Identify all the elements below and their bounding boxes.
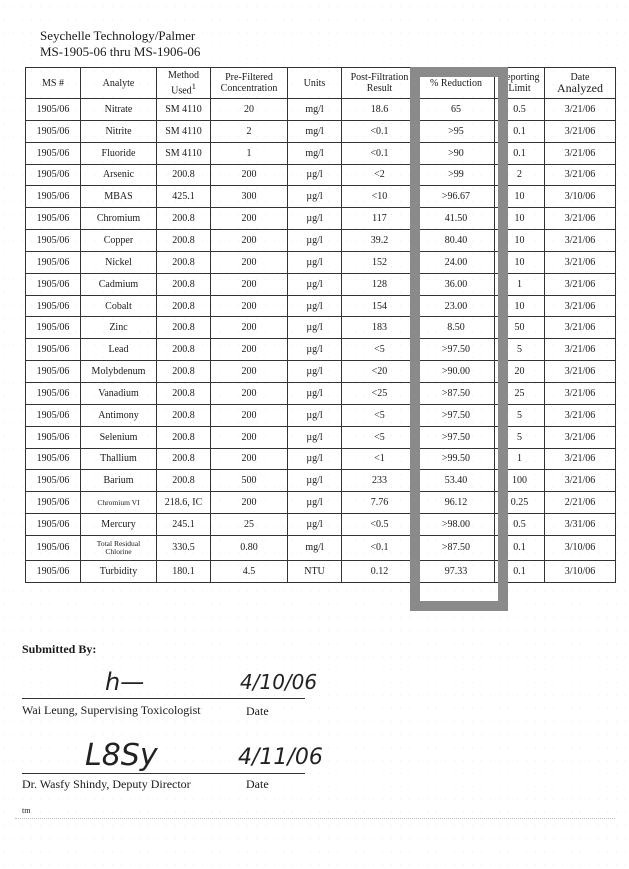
cell-units: µg/l: [288, 361, 342, 383]
cell-ms: 1905/06: [26, 120, 81, 142]
cell-analyte: Molybdenum: [81, 361, 157, 383]
cell-limit: 50: [495, 317, 545, 339]
cell-limit: 100: [495, 470, 545, 492]
col-header-reporting-limit: Reporting Limit: [495, 68, 545, 99]
cell-post: 128: [342, 273, 418, 295]
table-row: [26, 404, 616, 426]
cell-ms: 1905/06: [26, 99, 81, 121]
cell-analyte: Selenium: [81, 426, 157, 448]
cell-units: µg/l: [288, 339, 342, 361]
cell-method: 200.8: [157, 273, 211, 295]
cell-analyte: Lead: [81, 339, 157, 361]
cell-units: µg/l: [288, 514, 342, 536]
cell-ms: 1905/06: [26, 273, 81, 295]
cell-date: 3/21/06: [545, 448, 616, 470]
cell-pre: 200: [211, 273, 288, 295]
cell-analyte: Cobalt: [81, 295, 157, 317]
cell-analyte: Nickel: [81, 251, 157, 273]
cell-method: 200.8: [157, 164, 211, 186]
cell-pre: 200: [211, 251, 288, 273]
cell-analyte: Mercury: [81, 514, 157, 536]
cell-reduction: >99: [418, 164, 495, 186]
cell-units: µg/l: [288, 230, 342, 252]
cell-ms: 1905/06: [26, 230, 81, 252]
cell-date: 3/21/06: [545, 273, 616, 295]
cell-pre: 200: [211, 382, 288, 404]
cell-post: <5: [342, 339, 418, 361]
cell-pre: 200: [211, 448, 288, 470]
cell-pre: 200: [211, 230, 288, 252]
cell-date: 3/21/06: [545, 361, 616, 383]
cell-post: <5: [342, 426, 418, 448]
cell-units: µg/l: [288, 164, 342, 186]
cell-post: <20: [342, 361, 418, 383]
cell-reduction: >97.50: [418, 426, 495, 448]
col-header-date: [545, 68, 616, 99]
cell-reduction: 65: [418, 99, 495, 121]
cell-limit: 10: [495, 208, 545, 230]
cell-date: 3/10/06: [545, 186, 616, 208]
table-row: [26, 470, 616, 492]
cell-reduction: 53.40: [418, 470, 495, 492]
cell-method: SM 4110: [157, 142, 211, 164]
cell-ms: 1905/06: [26, 295, 81, 317]
cell-date: 3/10/06: [545, 535, 616, 560]
cell-post: 39.2: [342, 230, 418, 252]
col-header-ms: MS #: [26, 68, 81, 99]
cell-pre: 200: [211, 208, 288, 230]
cell-method: 200.8: [157, 361, 211, 383]
method-footnote: 1: [191, 81, 196, 91]
signature-2-date-label: Date: [246, 777, 269, 791]
cell-method: 200.8: [157, 317, 211, 339]
cell-date: 3/21/06: [545, 164, 616, 186]
cell-method: 218.6, IC: [157, 492, 211, 514]
table-row: [26, 426, 616, 448]
cell-ms: 1905/06: [26, 251, 81, 273]
col-header-post-filtration: Post-Filtration Result: [342, 68, 418, 99]
cell-method: 245.1: [157, 514, 211, 536]
cell-date: 3/21/06: [545, 470, 616, 492]
results-table: [25, 67, 616, 583]
cell-units: µg/l: [288, 470, 342, 492]
cell-post: 152: [342, 251, 418, 273]
cell-reduction: >96.67: [418, 186, 495, 208]
cell-pre: 200: [211, 164, 288, 186]
cell-post: <25: [342, 382, 418, 404]
cell-ms: 1905/06: [26, 382, 81, 404]
cell-date: 3/21/06: [545, 120, 616, 142]
signature-1: h—: [105, 668, 145, 696]
cell-analyte: Total Residual Chlorine: [81, 535, 157, 560]
cell-units: µg/l: [288, 251, 342, 273]
cell-ms: 1905/06: [26, 404, 81, 426]
cell-limit: 0.1: [495, 120, 545, 142]
cell-reduction: >99.50: [418, 448, 495, 470]
cell-date: 3/21/06: [545, 142, 616, 164]
table-row: [26, 514, 616, 536]
cell-ms: 1905/06: [26, 560, 81, 582]
cell-pre: 2: [211, 120, 288, 142]
cell-limit: 0.25: [495, 492, 545, 514]
cell-analyte: Nitrate: [81, 99, 157, 121]
col-header-reduction: % Reduction: [418, 68, 495, 99]
cell-reduction: 36.00: [418, 273, 495, 295]
cell-reduction: >87.50: [418, 382, 495, 404]
cell-method: 200.8: [157, 448, 211, 470]
cell-pre: 20: [211, 99, 288, 121]
cell-ms: 1905/06: [26, 208, 81, 230]
cell-ms: 1905/06: [26, 448, 81, 470]
cell-post: 233: [342, 470, 418, 492]
table-row: [26, 295, 616, 317]
col-header-analyte: Analyte: [81, 68, 157, 99]
cell-analyte: Barium: [81, 470, 157, 492]
cell-analyte: Cadmium: [81, 273, 157, 295]
cell-pre: 200: [211, 295, 288, 317]
typist-initials: tm: [22, 806, 31, 815]
cell-post: <0.1: [342, 120, 418, 142]
cell-ms: 1905/06: [26, 361, 81, 383]
cell-post: 18.6: [342, 99, 418, 121]
signature-2-line: [22, 773, 305, 774]
cell-limit: 1: [495, 273, 545, 295]
cell-date: 3/10/06: [545, 560, 616, 582]
signature-1-date: 4/10/06: [240, 670, 318, 694]
col-header-pre-filtered: Pre-Filtered Concentration: [211, 68, 288, 99]
signature-2-date: 4/11/06: [238, 745, 323, 770]
cell-analyte: Antimony: [81, 404, 157, 426]
cell-date: 3/21/06: [545, 339, 616, 361]
cell-analyte: Thallium: [81, 448, 157, 470]
table-row: [26, 251, 616, 273]
date-header-line2: Analyzed: [557, 81, 603, 95]
cell-pre: 200: [211, 492, 288, 514]
cell-limit: 0.5: [495, 514, 545, 536]
cell-post: <2: [342, 164, 418, 186]
cell-post: <0.1: [342, 142, 418, 164]
cell-units: mg/l: [288, 99, 342, 121]
client-name: Seychelle Technology/Palmer: [40, 28, 196, 43]
table-row: [26, 273, 616, 295]
cell-reduction: 23.00: [418, 295, 495, 317]
signature-2: L8Sy: [85, 738, 158, 773]
cell-date: 3/21/06: [545, 317, 616, 339]
bottom-rule: [15, 818, 615, 819]
cell-pre: 200: [211, 404, 288, 426]
cell-pre: 200: [211, 361, 288, 383]
cell-date: 3/21/06: [545, 426, 616, 448]
cell-post: 183: [342, 317, 418, 339]
cell-date: 2/21/06: [545, 492, 616, 514]
cell-date: 3/21/06: [545, 208, 616, 230]
cell-post: 154: [342, 295, 418, 317]
cell-reduction: >95: [418, 120, 495, 142]
cell-reduction: >90: [418, 142, 495, 164]
table-row: [26, 339, 616, 361]
cell-reduction: 24.00: [418, 251, 495, 273]
table-row: [26, 317, 616, 339]
cell-post: 0.12: [342, 560, 418, 582]
cell-method: 180.1: [157, 560, 211, 582]
method-header-text: Method Used: [167, 69, 200, 97]
table-row: [26, 535, 616, 560]
cell-ms: 1905/06: [26, 186, 81, 208]
cell-method: 200.8: [157, 295, 211, 317]
cell-reduction: 80.40: [418, 230, 495, 252]
cell-limit: 5: [495, 426, 545, 448]
signature-2-name: Dr. Wasfy Shindy, Deputy Director: [22, 777, 191, 791]
cell-method: 200.8: [157, 404, 211, 426]
table-row: [26, 142, 616, 164]
table-row: [26, 361, 616, 383]
cell-date: 3/21/06: [545, 404, 616, 426]
cell-ms: 1905/06: [26, 514, 81, 536]
cell-method: 200.8: [157, 251, 211, 273]
cell-reduction: >97.50: [418, 404, 495, 426]
cell-pre: 25: [211, 514, 288, 536]
cell-limit: 25: [495, 382, 545, 404]
cell-reduction: >90.00: [418, 361, 495, 383]
cell-pre: 200: [211, 317, 288, 339]
cell-units: mg/l: [288, 535, 342, 560]
cell-pre: 4.5: [211, 560, 288, 582]
table-row: [26, 448, 616, 470]
cell-analyte: Vanadium: [81, 382, 157, 404]
cell-units: µg/l: [288, 295, 342, 317]
cell-ms: 1905/06: [26, 142, 81, 164]
cell-limit: 5: [495, 339, 545, 361]
cell-method: SM 4110: [157, 99, 211, 121]
cell-pre: 500: [211, 470, 288, 492]
cell-limit: 10: [495, 295, 545, 317]
cell-units: µg/l: [288, 208, 342, 230]
sample-range: MS-1905-06 thru MS-1906-06: [40, 44, 201, 59]
cell-method: 330.5: [157, 535, 211, 560]
cell-ms: 1905/06: [26, 426, 81, 448]
cell-units: µg/l: [288, 404, 342, 426]
signature-1-name: Wai Leung, Supervising Toxicologist: [22, 703, 201, 717]
cell-limit: 5: [495, 404, 545, 426]
date-header-line1: Date: [570, 72, 590, 83]
col-header-method: [157, 68, 211, 99]
cell-units: µg/l: [288, 492, 342, 514]
cell-reduction: >97.50: [418, 339, 495, 361]
table-row: [26, 382, 616, 404]
cell-units: mg/l: [288, 142, 342, 164]
cell-post: <1: [342, 448, 418, 470]
cell-pre: 200: [211, 339, 288, 361]
cell-analyte: Chromium VI: [81, 492, 157, 514]
cell-ms: 1905/06: [26, 535, 81, 560]
cell-method: 200.8: [157, 230, 211, 252]
cell-analyte: Chromium: [81, 208, 157, 230]
document-header: [40, 28, 200, 60]
table-row: [26, 164, 616, 186]
cell-pre: 1: [211, 142, 288, 164]
cell-units: mg/l: [288, 120, 342, 142]
cell-analyte: Copper: [81, 230, 157, 252]
cell-ms: 1905/06: [26, 317, 81, 339]
col-header-units: Units: [288, 68, 342, 99]
signature-1-line: [22, 698, 305, 699]
cell-date: 3/31/06: [545, 514, 616, 536]
cell-limit: 1: [495, 448, 545, 470]
table-row: [26, 120, 616, 142]
cell-ms: 1905/06: [26, 492, 81, 514]
table-row: [26, 560, 616, 582]
cell-post: 7.76: [342, 492, 418, 514]
cell-analyte: Nitrite: [81, 120, 157, 142]
cell-units: µg/l: [288, 426, 342, 448]
cell-method: 200.8: [157, 470, 211, 492]
cell-date: 3/21/06: [545, 382, 616, 404]
cell-reduction: >87.50: [418, 535, 495, 560]
signature-1-date-label: Date: [246, 704, 269, 718]
table-row: [26, 186, 616, 208]
cell-method: 200.8: [157, 382, 211, 404]
table-header-row: [26, 68, 616, 99]
cell-limit: 20: [495, 361, 545, 383]
cell-limit: 0.1: [495, 142, 545, 164]
cell-post: <10: [342, 186, 418, 208]
cell-method: 200.8: [157, 339, 211, 361]
cell-limit: 0.1: [495, 535, 545, 560]
cell-date: 3/21/06: [545, 295, 616, 317]
cell-analyte: Turbidity: [81, 560, 157, 582]
cell-pre: 200: [211, 426, 288, 448]
table-row: [26, 492, 616, 514]
cell-post: 117: [342, 208, 418, 230]
cell-ms: 1905/06: [26, 164, 81, 186]
cell-analyte: Zinc: [81, 317, 157, 339]
cell-units: NTU: [288, 560, 342, 582]
cell-analyte: MBAS: [81, 186, 157, 208]
cell-units: µg/l: [288, 448, 342, 470]
cell-units: µg/l: [288, 382, 342, 404]
cell-limit: 0.5: [495, 99, 545, 121]
cell-post: <0.5: [342, 514, 418, 536]
cell-post: <0.1: [342, 535, 418, 560]
cell-pre: 0.80: [211, 535, 288, 560]
cell-limit: 10: [495, 186, 545, 208]
table-row: [26, 208, 616, 230]
cell-limit: 10: [495, 251, 545, 273]
cell-method: 425.1: [157, 186, 211, 208]
cell-analyte: Fluoride: [81, 142, 157, 164]
cell-method: SM 4110: [157, 120, 211, 142]
cell-reduction: >98.00: [418, 514, 495, 536]
cell-reduction: 96.12: [418, 492, 495, 514]
cell-date: 3/21/06: [545, 99, 616, 121]
cell-method: 200.8: [157, 426, 211, 448]
table-row: [26, 99, 616, 121]
table-row: [26, 230, 616, 252]
cell-units: µg/l: [288, 273, 342, 295]
cell-date: 3/21/06: [545, 251, 616, 273]
cell-limit: 10: [495, 230, 545, 252]
cell-date: 3/21/06: [545, 230, 616, 252]
cell-ms: 1905/06: [26, 339, 81, 361]
cell-units: µg/l: [288, 317, 342, 339]
submitted-by-label: Submitted By:: [22, 642, 97, 656]
cell-ms: 1905/06: [26, 470, 81, 492]
cell-limit: 2: [495, 164, 545, 186]
cell-limit: 0.1: [495, 560, 545, 582]
cell-reduction: 41.50: [418, 208, 495, 230]
cell-post: <5: [342, 404, 418, 426]
cell-reduction: 8.50: [418, 317, 495, 339]
cell-pre: 300: [211, 186, 288, 208]
cell-analyte: Arsenic: [81, 164, 157, 186]
cell-reduction: 97.33: [418, 560, 495, 582]
cell-method: 200.8: [157, 208, 211, 230]
cell-units: µg/l: [288, 186, 342, 208]
